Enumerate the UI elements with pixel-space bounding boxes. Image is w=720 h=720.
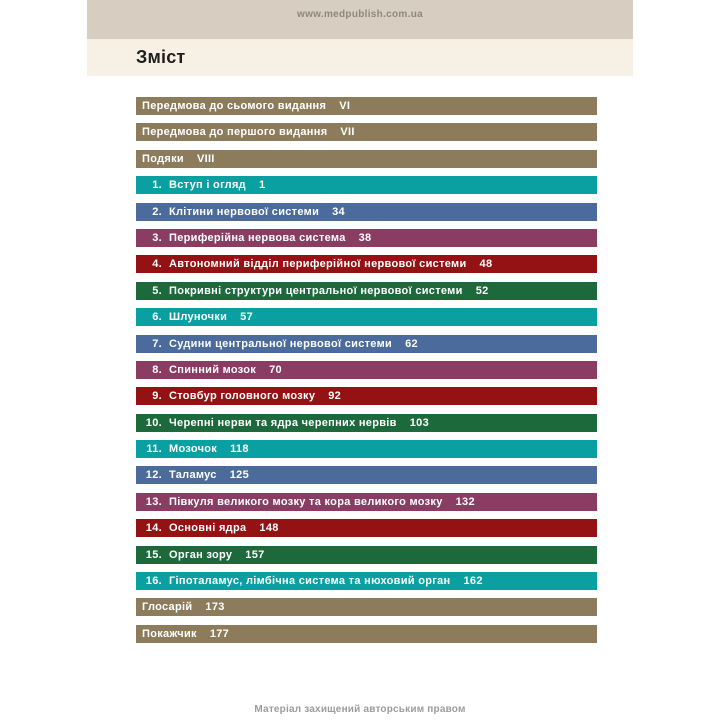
toc-item-number: 10. [145,416,162,429]
toc-item [136,123,597,141]
toc-item-label: Автономний відділ периферійної нервової системи [169,258,467,271]
toc-item [136,176,597,194]
toc-item [136,361,597,379]
toc-item-page: 70 [269,363,282,376]
toc-item-label: Покривні структури центральної нервової системи [169,284,463,297]
toc-item [136,440,597,458]
toc-item [136,229,597,247]
toc-item [136,203,597,221]
toc-item-page: 57 [240,311,254,324]
toc-item-number: 15. [145,548,162,561]
toc-item-number: 13. [145,495,162,508]
toc-item-label: Спинний мозок [169,363,257,376]
toc-item-page: 52 [475,284,489,297]
toc-item-number: 9. [152,390,162,403]
toc-item-page: 62 [405,337,418,350]
toc-item-number: 14. [145,522,162,535]
book-page [87,0,633,720]
toc-item-page: 103 [409,416,429,429]
toc-item-number: 16. [145,575,162,588]
toc-item-page: 148 [259,522,279,535]
toc-item-label: Півкуля великого мозку та кора великого мозку [169,495,443,508]
toc-item-page: 38 [358,231,372,244]
toc-item [136,387,597,405]
toc-item-label: Таламус [169,469,217,482]
toc-item-label: Орган зору [169,548,233,561]
toc-item-number: 3. [152,231,162,244]
toc-item [136,625,597,643]
toc-list [87,76,633,643]
toc-item-label: Покажчик [142,627,197,640]
toc-item [136,598,597,616]
toc-item-page: 118 [230,443,249,456]
toc-item-label: Основні ядра [169,522,247,535]
toc-item-label: Черепні нерви та ядра черепних нервів [169,416,397,429]
toc-item-label: Передмова до першого видання [142,126,328,139]
toc-item-label: Глосарій [142,601,193,614]
toc-item-page: VIII [196,152,215,165]
toc-item-number: 4. [152,258,162,271]
page-title: Зміст [136,47,186,67]
toc-item-page: VI [339,100,351,112]
toc-item-page: 48 [479,258,493,271]
toc-item [136,150,597,168]
toc-item-label: Подяки [142,152,184,165]
copyright-notice: Матеріал захищений авторським правом [254,704,466,715]
toc-item-number: 12. [145,469,162,482]
toc-item-page: 1 [258,179,266,192]
toc-item [136,308,597,326]
toc-item-label: Вступ і огляд [169,179,246,192]
top-band [87,0,633,39]
toc-item-page: 173 [205,601,225,614]
toc-item-number: 5. [152,284,162,297]
toc-item-label: Мозочок [169,443,218,456]
toc-item-page: VII [340,126,355,139]
toc-item-page: 157 [245,548,265,561]
toc-item-number: 8. [152,363,162,376]
toc-item-page: 132 [455,495,475,508]
toc-item-label: Передмова до сьомого видання [142,100,327,112]
toc-item-number: 7. [152,337,162,350]
toc-item-label: Гіпоталамус, лімбічна система та нюховий орган [169,575,451,588]
toc-item [136,97,597,115]
title-band [87,39,633,76]
toc-item-label: Шлуночки [169,311,228,324]
toc-item-number: 6. [152,311,162,324]
toc-item-page: 162 [463,575,483,588]
toc-item [136,572,597,590]
site-url: www.medpublish.com.ua [297,9,423,20]
toc-item-label: Клітини нервової системи [169,205,320,218]
toc-item [136,546,597,564]
toc-item [136,493,597,511]
toc-item-page: 125 [229,469,249,482]
toc-item [136,466,597,484]
toc-item-label: Судини центральної нервової системи [169,337,393,350]
toc-item [136,255,597,273]
toc-item [136,282,597,300]
toc-item [136,414,597,432]
toc-item-label: Стовбур головного мозку [169,390,316,403]
toc-item-label: Периферійна нервова система [169,231,346,244]
toc-item-number: 2. [152,205,162,218]
toc-item-page: 34 [332,205,345,218]
toc-item [136,519,597,537]
toc-item [136,335,597,353]
toc-item-page: 92 [328,390,342,403]
toc-item-number: 1. [152,179,162,192]
toc-item-page: 177 [209,627,230,640]
toc-item-number: 11. [146,443,162,456]
